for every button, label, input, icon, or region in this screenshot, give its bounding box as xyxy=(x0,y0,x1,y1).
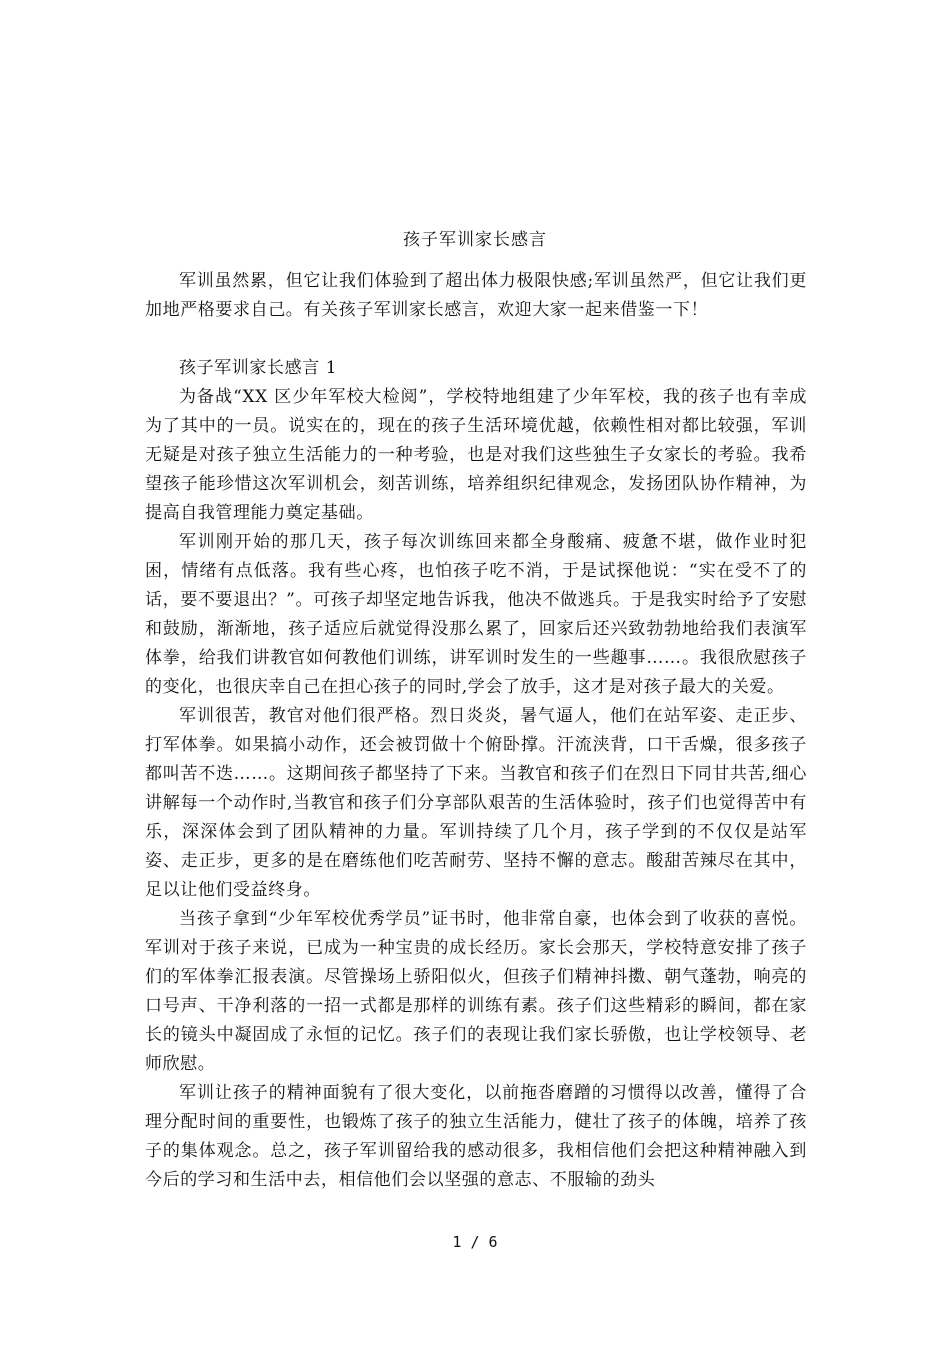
body-paragraph-3: 军训很苦，教官对他们很严格。烈日炎炎，暑气逼人，他们在站军姿、走正步、打军体拳。如果搞小动作，还会被罚做十个俯卧撑。汗流浃背，口干舌燥，很多孩子都叫苦不迭……。这期间孩子都坚持了下来。当教官和孩子们在烈日下同甘共苦,细心讲解每一个动作时,当教官和孩子们分享部队艰苦的生活体验时，孩子们也觉得苦中有乐，深深体会到了团队精神的力量。军训持续了几个月，孩子学到的不仅仅是站军姿、走正步，更多的是在磨练他们吃苦耐劳、坚持不懈的意志。酸甜苦辣尽在其中，足以让他们受益终身。 xyxy=(145,706,807,900)
section-heading: 孩子军训家长感言 1 xyxy=(179,358,338,378)
page-number: 1 / 6 xyxy=(452,1233,498,1251)
document-title: 孩子军训家长感言 xyxy=(403,230,547,250)
body-paragraph-2: 军训刚开始的那几天，孩子每次训练回来都全身酸痛、疲惫不堪，做作业时犯困，情绪有点低落。我有些心疼，也怕孩子吃不消，于是试探他说：“实在受不了的话，要不要退出？”。可孩子却坚定地告诉我，他决不做逃兵。于是我实时给予了安慰和鼓励，渐渐地，孩子适应后就觉得没那么累了，回家后还兴致勃勃地给我们表演军体拳，给我们讲教官如何教他们训练，讲军训时发生的一些趣事……。我很欣慰孩子的变化，也很庆幸自己在担心孩子的同时,学会了放手，这才是对孩子最大的关爱。 xyxy=(145,532,807,697)
body-paragraph-4: 当孩子拿到“少年军校优秀学员”证书时，他非常自豪，也体会到了收获的喜悦。军训对于孩子来说，已成为一种宝贵的成长经历。家长会那天，学校特意安排了孩子们的军体拳汇报表演。尽管操场上骄阳似火，但孩子们精神抖擞、朝气蓬勃，响亮的口号声、干净利落的一招一式都是那样的训练有素。孩子们这些精彩的瞬间，都在家长的镜头中凝固成了永恒的记忆。孩子们的表现让我们家长骄傲，也让学校领导、老师欣慰。 xyxy=(145,909,807,1074)
body-paragraph-1: 为备战“XX 区少年军校大检阅”，学校特地组建了少年军校，我的孩子也有幸成为了其中的一员。说实在的，现在的孩子生活环境优越，依赖性相对都比较强，军训无疑是对孩子独立生活能力的一种考验，也是对我们这些独生子女家长的考验。我希望孩子能珍惜这次军训机会，刻苦训练，培养组织纪律观念，发扬团队协作精神，为提高自我管理能力奠定基础。 xyxy=(145,387,807,523)
body-paragraph-5: 军训让孩子的精神面貌有了很大变化，以前拖沓磨蹭的习惯得以改善，懂得了合理分配时间的重要性，也锻炼了孩子的独立生活能力，健壮了孩子的体魄，培养了孩子的集体观念。总之，孩子军训留给我的感动很多，我相信他们会把这种精神融入到今后的学习和生活中去，相信他们会以坚强的意志、不服输的劲头 xyxy=(145,1083,807,1190)
intro-paragraph: 军训虽然累，但它让我们体验到了超出体力极限快感;军训虽然严，但它让我们更加地严格要求自己。有关孩子军训家长感言，欢迎大家一起来借鉴一下！ xyxy=(145,271,807,320)
document-body xyxy=(145,267,807,1195)
